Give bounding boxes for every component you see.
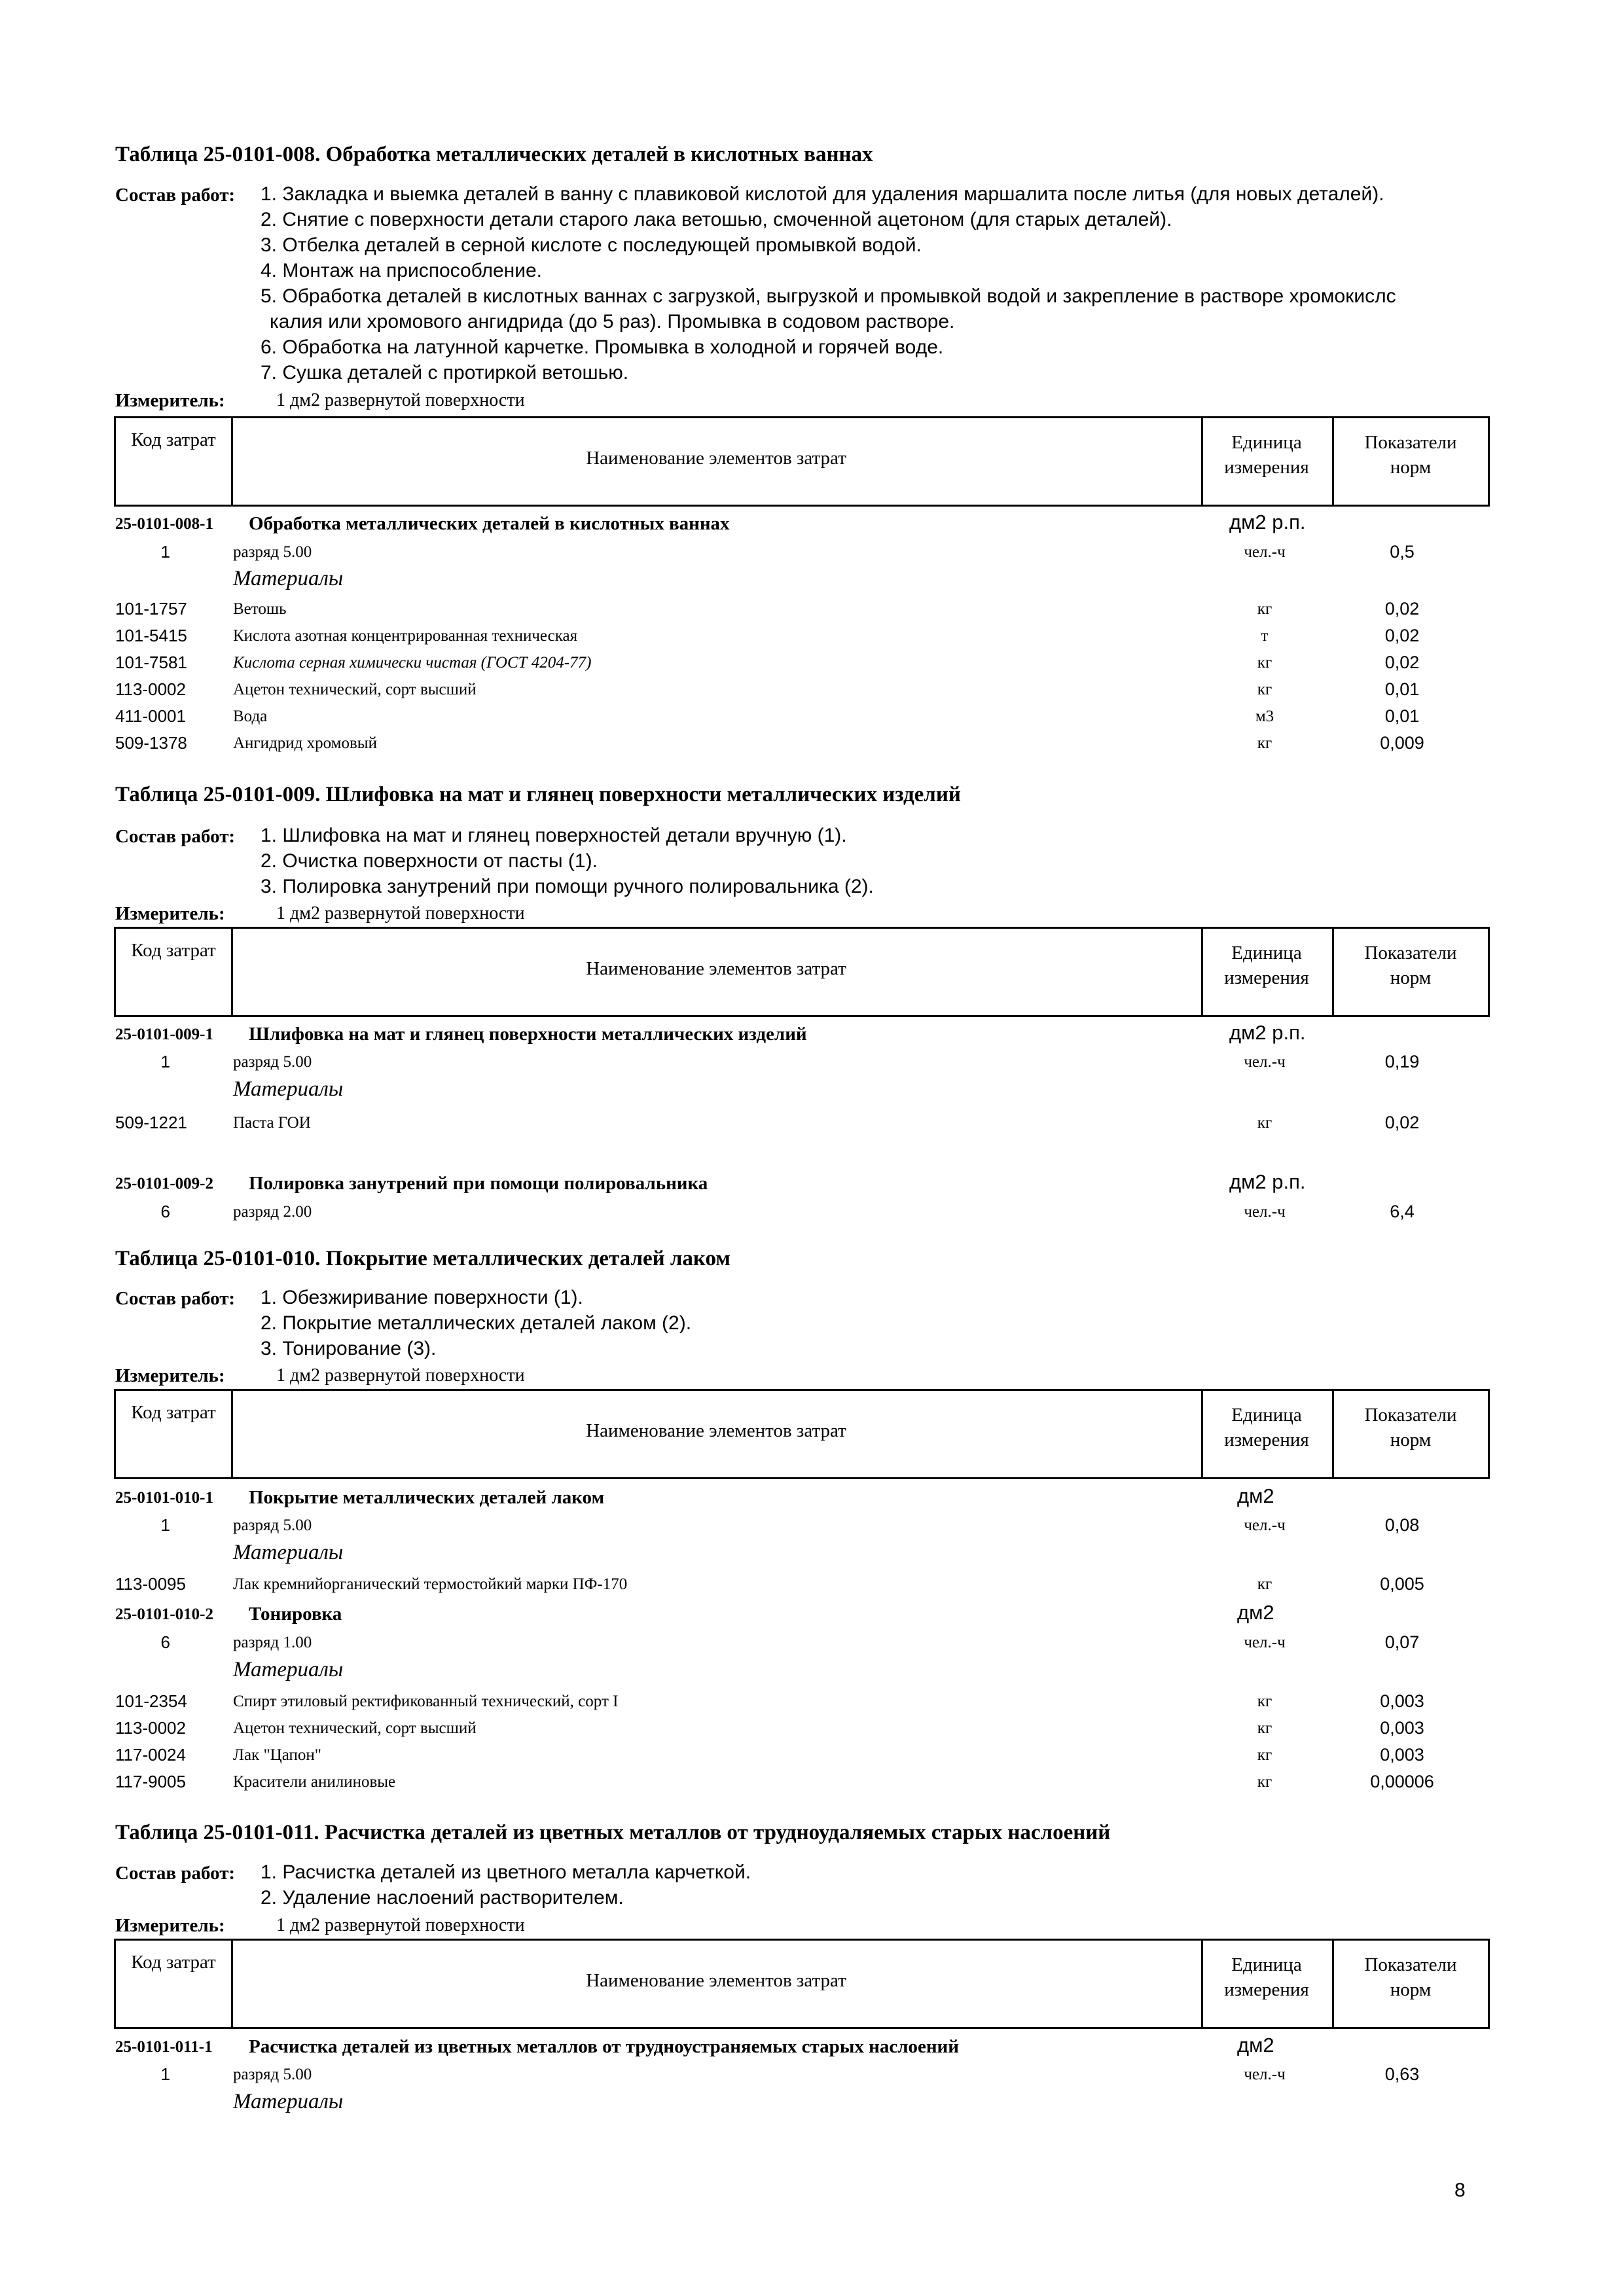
material-code: 113-0002 [115,679,186,699]
col-unit-header: Единица измерения [1224,432,1309,478]
work-item: 6. Обработка на латунной карчетке. Промывка в холодной и горячей воде. [261,336,944,358]
measure-value: 1 дм2 развернутой поверхности [276,1915,525,1935]
material-value: 0,005 [1380,1574,1424,1594]
col-code-header: Код затрат [131,940,216,961]
measure-value: 1 дм2 развернутой поверхности [276,1365,525,1386]
izmeritel-label: Измеритель: [115,390,225,411]
table-header [114,1389,1490,1479]
labor-num: 1 [160,1515,170,1535]
table-header [114,1939,1490,2029]
material-unit: т [1261,627,1269,645]
material-code: 113-0002 [115,1718,186,1738]
material-name: Кислота азотная концентрированная техническая [233,627,578,645]
item-code: 25-0101-010-2 [115,1605,213,1623]
col-norm-header: Показатели норм [1364,432,1457,478]
work-item: 7. Сушка деталей с протиркой ветошью. [261,362,629,384]
material-code: 509-1221 [115,1113,187,1132]
material-value: 0,009 [1380,733,1424,753]
col-norm-header: Показатели норм [1364,1954,1457,2000]
material-value: 0,02 [1384,1113,1420,1132]
labor-value: 0,19 [1384,1052,1420,1071]
work-item: 2. Снятие с поверхности детали старого лака ветошью, смоченной ацетоном (для старых деталей). [261,209,1172,230]
material-name: Кислота серная химически чистая (ГОСТ 4204-77) [233,654,592,672]
material-value: 0,00006 [1370,1772,1434,1791]
work-item: 4. Монтаж на приспособление. [261,260,543,281]
labor-value: 6,4 [1390,1202,1415,1221]
material-name: Спирт этиловый ректификованный технический, сорт I [233,1693,619,1710]
item-unit: дм2 р.п. [1229,511,1306,533]
material-name: Ацетон технический, сорт высший [233,681,477,698]
col-name-header: Наименование элементов затрат [586,1970,846,1991]
sostav-label: Состав работ: [115,826,236,847]
item-name: Полировка занутрений при помощи полировальника [249,1173,708,1194]
item-code: 25-0101-010-1 [115,1489,213,1507]
labor-unit: чел.-ч [1244,1634,1286,1651]
labor-name: разряд 5.00 [233,543,312,561]
material-unit: кг [1257,654,1272,672]
material-name: Лак "Цапон" [233,1746,321,1764]
material-value: 0,02 [1384,653,1420,672]
labor-unit: чел.-ч [1244,543,1286,561]
sostav-label: Состав работ: [115,1288,236,1309]
page-number: 8 [1454,2179,1466,2201]
material-value: 0,003 [1380,1718,1424,1738]
work-item: 1. Обезжиривание поверхности (1). [261,1287,583,1308]
material-unit: кг [1257,1693,1272,1710]
material-code: 113-0095 [115,1574,186,1594]
item-name: Обработка металлических деталей в кислотных ваннах [249,513,730,534]
col-code-header: Код затрат [131,1402,216,1423]
material-unit: м3 [1255,708,1274,725]
labor-unit: чел.-ч [1244,2066,1286,2083]
material-name: Ангидрид хромовый [233,734,377,752]
table-010-title: Таблица 25-0101-010. Покрытие металлических деталей лаком [115,1247,731,1270]
labor-num: 6 [160,1632,170,1652]
col-code-header: Код затрат [131,1952,216,1973]
item-code: 25-0101-009-1 [115,1026,213,1043]
labor-name: разряд 5.00 [233,1053,312,1071]
material-code: 101-7581 [115,653,187,672]
work-item: 2. Очистка поверхности от пасты (1). [261,850,598,872]
material-code: 101-1757 [115,599,187,619]
labor-value: 0,08 [1384,1515,1420,1535]
materials-heading: Материалы [233,1077,344,1101]
material-unit: кг [1257,681,1272,698]
material-unit: кг [1257,1719,1272,1737]
sostav-label: Состав работ: [115,1863,236,1884]
materials-heading: Материалы [233,1658,344,1681]
item-unit: дм2 [1237,2034,1274,2056]
table-header [114,416,1490,507]
labor-name: разряд 2.00 [233,1203,312,1221]
labor-unit: чел.-ч [1244,1516,1286,1534]
izmeritel-label: Измеритель: [115,1915,225,1936]
table-008-title: Таблица 25-0101-008. Обработка металлических деталей в кислотных ваннах [115,143,873,166]
col-norm-header: Показатели норм [1364,1405,1457,1450]
item-code: 25-0101-011-1 [115,2038,213,2056]
material-value: 0,02 [1384,626,1420,645]
measure-value: 1 дм2 развернутой поверхности [276,390,525,410]
material-value: 0,01 [1384,706,1420,726]
col-name-header: Наименование элементов затрат [586,448,846,469]
col-name-header: Наименование элементов затрат [586,958,846,979]
labor-num: 1 [160,542,170,562]
material-unit: кг [1257,1746,1272,1764]
material-unit: кг [1257,734,1272,752]
material-value: 0,003 [1380,1745,1424,1765]
labor-value: 0,63 [1384,2064,1420,2084]
col-norm-header: Показатели норм [1364,942,1457,988]
materials-heading: Материалы [233,2090,344,2113]
work-item: 5. Обработка деталей в кислотных ваннах с загрузкой, выгрузкой и промывкой водой и закрепление в растворе хромокислс [261,285,1396,307]
work-item: 1. Закладка и выемка деталей в ванну с плавиковой кислотой для удаления маршалита после литья (для новых деталей). [261,183,1384,205]
labor-value: 0,07 [1384,1632,1420,1652]
measure-value: 1 дм2 развернутой поверхности [276,903,525,924]
material-name: Ацетон технический, сорт высший [233,1719,477,1737]
work-item: 3. Полировка занутрений при помощи ручного полировальника (2). [261,876,874,897]
work-item: 2. Удаление наслоений растворителем. [261,1887,624,1909]
col-code-header: Код затрат [131,429,216,450]
item-unit: дм2 р.п. [1229,1170,1306,1193]
item-code: 25-0101-008-1 [115,515,213,533]
labor-name: разряд 1.00 [233,1634,312,1651]
materials-heading: Материалы [233,567,344,590]
work-item: калия или хромового ангидрида (до 5 раз). Промывка в содовом растворе. [270,311,955,332]
labor-name: разряд 5.00 [233,1516,312,1534]
table-header [114,927,1490,1017]
labor-value: 0,5 [1390,542,1415,562]
material-name: Красители анилиновые [233,1773,396,1791]
material-value: 0,01 [1384,679,1420,699]
labor-num: 6 [160,1202,170,1221]
materials-heading: Материалы [233,1541,344,1564]
material-name: Лак кремнийорганический термостойкий марки ПФ-170 [233,1575,628,1593]
material-code: 117-9005 [115,1772,186,1791]
item-code: 25-0101-009-2 [115,1175,213,1193]
labor-unit: чел.-ч [1244,1203,1286,1221]
item-name: Шлифовка на мат и глянец поверхности металлических изделий [249,1024,807,1045]
col-unit-header: Единица измерения [1224,1954,1309,2000]
material-value: 0,02 [1384,599,1420,619]
labor-num: 1 [160,1052,170,1071]
work-item: 1. Шлифовка на мат и глянец поверхностей детали вручную (1). [261,825,847,846]
table-009-title: Таблица 25-0101-009. Шлифовка на мат и глянец поверхности металлических изделий [115,783,961,806]
work-item: 1. Расчистка деталей из цветного металла карчеткой. [261,1861,751,1883]
table-011-title: Таблица 25-0101-011. Расчистка деталей из цветных металлов от трудноудаляемых старых наслоений [115,1821,1111,1844]
material-code: 509-1378 [115,733,187,753]
material-code: 101-2354 [115,1691,187,1711]
material-unit: кг [1257,600,1272,618]
item-unit: дм2 р.п. [1229,1021,1306,1044]
labor-num: 1 [160,2064,170,2084]
item-name: Расчистка деталей из цветных металлов от трудноустраняемых старых наслоений [249,2036,959,2057]
material-name: Ветошь [233,600,287,618]
item-unit: дм2 [1237,1601,1274,1624]
item-unit: дм2 [1237,1484,1274,1507]
work-item: 3. Отбелка деталей в серной кислоте с последующей промывкой водой. [261,234,922,256]
work-item: 3. Тонирование (3). [261,1338,437,1359]
material-name: Вода [233,708,268,725]
item-name: Покрытие металлических деталей лаком [249,1487,605,1508]
izmeritel-label: Измеритель: [115,903,225,924]
material-code: 117-0024 [115,1745,186,1765]
material-name: Паста ГОИ [233,1114,311,1132]
item-name: Тонировка [249,1604,342,1624]
labor-unit: чел.-ч [1244,1053,1286,1071]
material-unit: кг [1257,1114,1272,1132]
izmeritel-label: Измеритель: [115,1365,225,1386]
material-unit: кг [1257,1575,1272,1593]
col-unit-header: Единица измерения [1224,1405,1309,1450]
col-name-header: Наименование элементов затрат [586,1420,846,1441]
col-unit-header: Единица измерения [1224,942,1309,988]
labor-name: разряд 5.00 [233,2066,312,2083]
material-unit: кг [1257,1773,1272,1791]
material-code: 101-5415 [115,626,187,645]
sostav-label: Состав работ: [115,185,236,206]
material-value: 0,003 [1380,1691,1424,1711]
work-item: 2. Покрытие металлических деталей лаком (2). [261,1312,692,1334]
material-code: 411-0001 [115,706,186,726]
